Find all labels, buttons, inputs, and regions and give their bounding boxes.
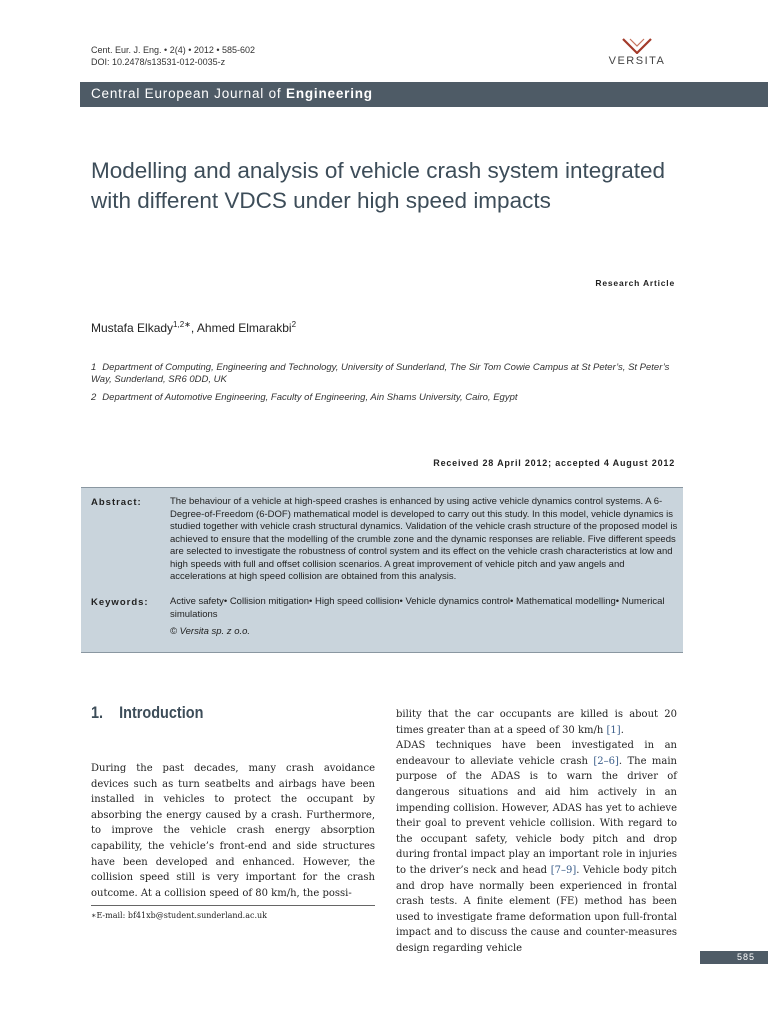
abstract-text: The behaviour of a vehicle at high-speed crashes is enhanced by using active vehicle dynamics control systems. A 6-Degree-of-Freedom (6-DOF) mathematical model is developed to carry out this study. In this model, vehicle dynamics is studied together with vehicle crash structural dynamics. Validation of the vehicle crash structure of the proposed model is achieved to ensure that the modelling of the crumble zone and the dynamic responses are reliable. Five different speeds are selected to investigate the robustness of control system and its effect on the vehicle crash characteristics at low and high speeds with full and offset collision scenarios. A great improvement of vehicle pitch and yaw angels and accelerations at high speed collision are obtained from this analysis. (170, 496, 678, 582)
article-title: Modelling and analysis of vehicle crash system integrated with different VDCS under high speed impacts (91, 158, 666, 213)
journal-name (91, 86, 373, 101)
section-title: Introduction (119, 703, 204, 722)
section-heading (91, 703, 203, 723)
paragraph-text: . Vehicle body pitch and drop have normally been experienced in frontal crash tests. A finite element (FE) method has been used to investigate frame deformation upon full-frontal impact and to discuss the cause and counter-measures design regarding vehicle (396, 864, 677, 954)
citation-link[interactable]: [2–6] (593, 755, 619, 767)
paragraph-text: bility that the car occupants are killed is about 20 times greater than at a speed of 30 km/h (396, 709, 677, 736)
paragraph-text: ADAS techniques have been investigated in an endeavour to alleviate vehicle crash (396, 740, 677, 767)
author-1-affil: 1,2∗ (173, 320, 191, 329)
affiliation-text: Department of Automotive Engineering, Faculty of Engineering, Ain Shams University, Cairo, Egypt (102, 392, 518, 403)
abstract-label: Abstract: (91, 497, 142, 508)
paragraph-text: . (620, 724, 624, 736)
copyright: © Versita sp. z o.o. (170, 626, 251, 637)
publisher-logo (604, 38, 670, 67)
citation-doi: DOI: 10.2478/s13531-012-0035-z (91, 57, 226, 67)
footnote-rule (91, 905, 375, 906)
citation-link[interactable]: [1] (606, 724, 621, 736)
journal-name-bold: Engineering (286, 86, 373, 101)
page-number: 585 (736, 952, 755, 962)
article-type: Research Article (595, 278, 675, 288)
keywords-label: Keywords: (91, 597, 149, 608)
versita-logo-icon (622, 38, 652, 54)
author-2-affil: 2 (291, 320, 297, 329)
affiliation-number: 2 (91, 392, 97, 403)
body-text-left-column: During the past decades, many crash avoidance devices such as turn seatbelts and airbags have been installed in vehicles to protect the occupant by absorbing the energy caused by a crash. Furthermore, to improve the vehicle crash energy absorption capability, the vehicle’s front-end and side structures have been developed and enhanced. However, the collision speed still is very important for the crash outcome. At a collision speed of 80 km/h, the possi- (91, 763, 375, 899)
keywords-text: Active safety• Collision mitigation• High speed collision• Vehicle dynamics control• Mathematical modelling• Numerical simulations (170, 596, 665, 620)
author-1: Mustafa Elkady (91, 321, 174, 335)
author-2: Ahmed Elmarakbi (196, 321, 292, 335)
affiliation-1 (91, 362, 681, 386)
author-list (91, 320, 296, 335)
affiliation-number: 1 (91, 362, 97, 373)
citation-link[interactable]: [7–9] (550, 864, 577, 876)
affiliation-text: Department of Computing, Engineering and Technology, University of Sunderland, The Sir Tom Cowie Campus at St Peter’s, St Peter’s Way, Sunderland, SR6 0DD, UK (91, 362, 670, 385)
citation (91, 44, 255, 68)
affiliation-2 (91, 392, 681, 404)
journal-name-prefix: Central European Journal of (91, 86, 282, 101)
received-dates: Received 28 April 2012; accepted 4 August 2012 (433, 458, 675, 468)
author-separator: , (190, 321, 197, 335)
paragraph-text: . The main purpose of the ADAS is to warn the driver of dangerous situations and aid him actively in an impending collision. However, ADAS has yet to achieve their goal to prevent vehicle collision. With regard to the occupant safety, vehicle body pitch and drop during frontal impact play an important role in injuries to the driver’s neck and head (396, 755, 677, 876)
citation-line-1: Cent. Eur. J. Eng. • 2(4) • 2012 • 585-602 (91, 45, 256, 55)
body-text-right-column (396, 707, 677, 957)
publisher-name: VERSITA (608, 55, 666, 67)
footnote-email: ∗E-mail: bf41xb@student.sunderland.ac.uk (91, 911, 267, 920)
section-number: 1. (91, 703, 104, 722)
